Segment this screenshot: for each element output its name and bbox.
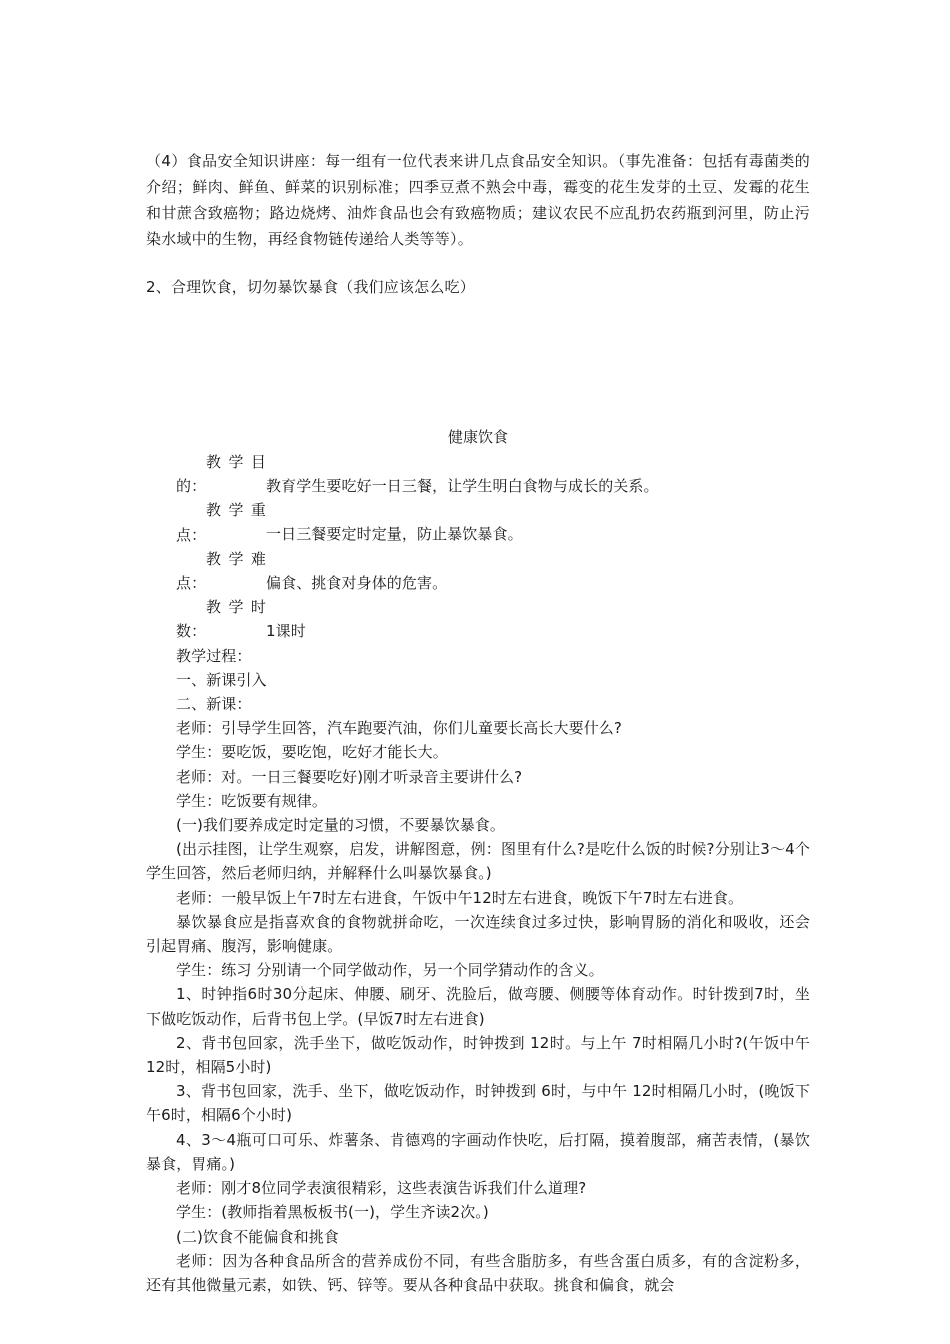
lesson-focus <box>146 498 810 546</box>
lesson-line: 暴饮暴食应是指喜欢食的食物就拼命吃，一次连续食过多过快，影响胃肠的消化和吸收，还会引起胃痛、腹泻，影响健康。 <box>146 912 810 956</box>
focus-text: 一日三餐要定时定量，防止暴饮暴食。 <box>266 525 523 544</box>
lesson-line: (出示挂图，让学生观察，启发，讲解图意，例：图里有什么?是吃什么饭的时候?分别让3～4个学生回答，然后老师归纳，并解释什么叫暴饮暴食。) <box>146 840 810 883</box>
lesson-line: (一)我们要养成定时定量的习惯，不要暴饮暴食。 <box>176 816 506 835</box>
hours-text: 1课时 <box>266 622 306 641</box>
lesson-line: 4、3～4瓶可口可乐、炸薯条、肯德鸡的字画动作快吃，后打隔，摸着腹部，痛苦表情，(暴饮暴食，胃痛。) <box>146 1130 810 1173</box>
lesson-line: 老师：对。一日三餐要吃好)刚才听录音主要讲什么? <box>176 767 523 786</box>
lesson-line: 一、新课引入 <box>176 670 267 689</box>
lesson-line: (二)饮食不能偏食和挑食 <box>176 1227 339 1246</box>
lesson-line: 学生：(教师指着黑板板书(一)，学生齐读2次。) <box>176 1203 489 1222</box>
lesson-hours <box>146 595 810 643</box>
lesson-title: 健康饮食 <box>447 428 508 446</box>
goal-text: 教育学生要吃好一日三餐，让学生明白食物与成长的关系。 <box>266 477 659 496</box>
lesson-line: 3、背书包回家，洗手、坐下，做吃饭动作，时钟拨到 6时，与中午 12时相隔几小时，(晚饭下午6时，相隔6个小时) <box>146 1082 810 1125</box>
intro-paragraph-food-safety: （4）食品安全知识讲座：每一组有一位代表来讲几点食品安全知识。（事先准备：包括有毒菌类的介绍；鲜肉、鲜鱼、鲜菜的识别标准；四季豆煮不熟会中毒，霉变的花生发芽的土豆、发霉的花生和甘蔗含致癌物；路边烧烤、油炸食品也会有致癌物质；建议农民不应乱扔农药瓶到河里，防止污染水域中的生物，再经食物链传递给人类等等）。 <box>146 152 810 248</box>
lesson-line: 学生：要吃饭，要吃饱，吃好才能长大。 <box>176 743 448 762</box>
lesson-process-heading: 教学过程： <box>176 646 252 665</box>
lesson-line: 老师：引导学生回答，汽车跑要汽油，你们儿童要长高长大要什么? <box>176 719 622 738</box>
lesson-body <box>146 450 810 1297</box>
lesson-line: 老师：刚才8位同学表演很精彩，这些表演告诉我们什么道理? <box>176 1179 587 1198</box>
difficulty-label: 教学难点： <box>176 549 266 593</box>
lesson-difficulty <box>146 547 810 595</box>
hours-label: 教学时数： <box>176 598 266 641</box>
lesson-line: 1、时钟指6时30分起床、伸腰、刷牙、洗脸后，做弯腰、侧腰等体育动作。时针拨到7时，坐下做吃饭动作，后背书包上学。(早饭7时左右进食) <box>146 985 810 1028</box>
lesson-line: 学生：吃饭要有规律。 <box>176 791 328 810</box>
lesson-line: 老师：因为各种食品所含的营养成份不同，有些含脂肪多，有些含蛋白质多，有的含淀粉多，还有其他微量元素，如铁、钙、锌等。要从各种食品中获取。挑食和偏食，就会 <box>146 1251 810 1294</box>
lesson-line: 二、新课： <box>176 695 252 714</box>
goal-label: 教学目的： <box>176 453 266 496</box>
difficulty-text: 偏食、挑食对身体的危害。 <box>266 574 448 593</box>
lesson-line: 学生：练习 分别请一个同学做动作，另一个同学猜动作的含义。 <box>176 961 604 980</box>
focus-label: 教学重点： <box>176 501 266 544</box>
lesson-line: 2、背书包回家，洗手坐下，做吃饭动作，时钟拨到 12时。与上午 7时相隔几小时?(午饭中午12时，相隔5小时) <box>146 1033 810 1077</box>
lesson-line: 老师：一般早饭上午7时左右进食，午饭中午12时左右进食，晚饭下午7时左右进食。 <box>176 888 744 907</box>
lesson-goal <box>146 450 810 498</box>
intro-paragraph-reasonable-diet: 2、合理饮食，切勿暴饮暴食（我们应该怎么吃） <box>146 278 475 296</box>
